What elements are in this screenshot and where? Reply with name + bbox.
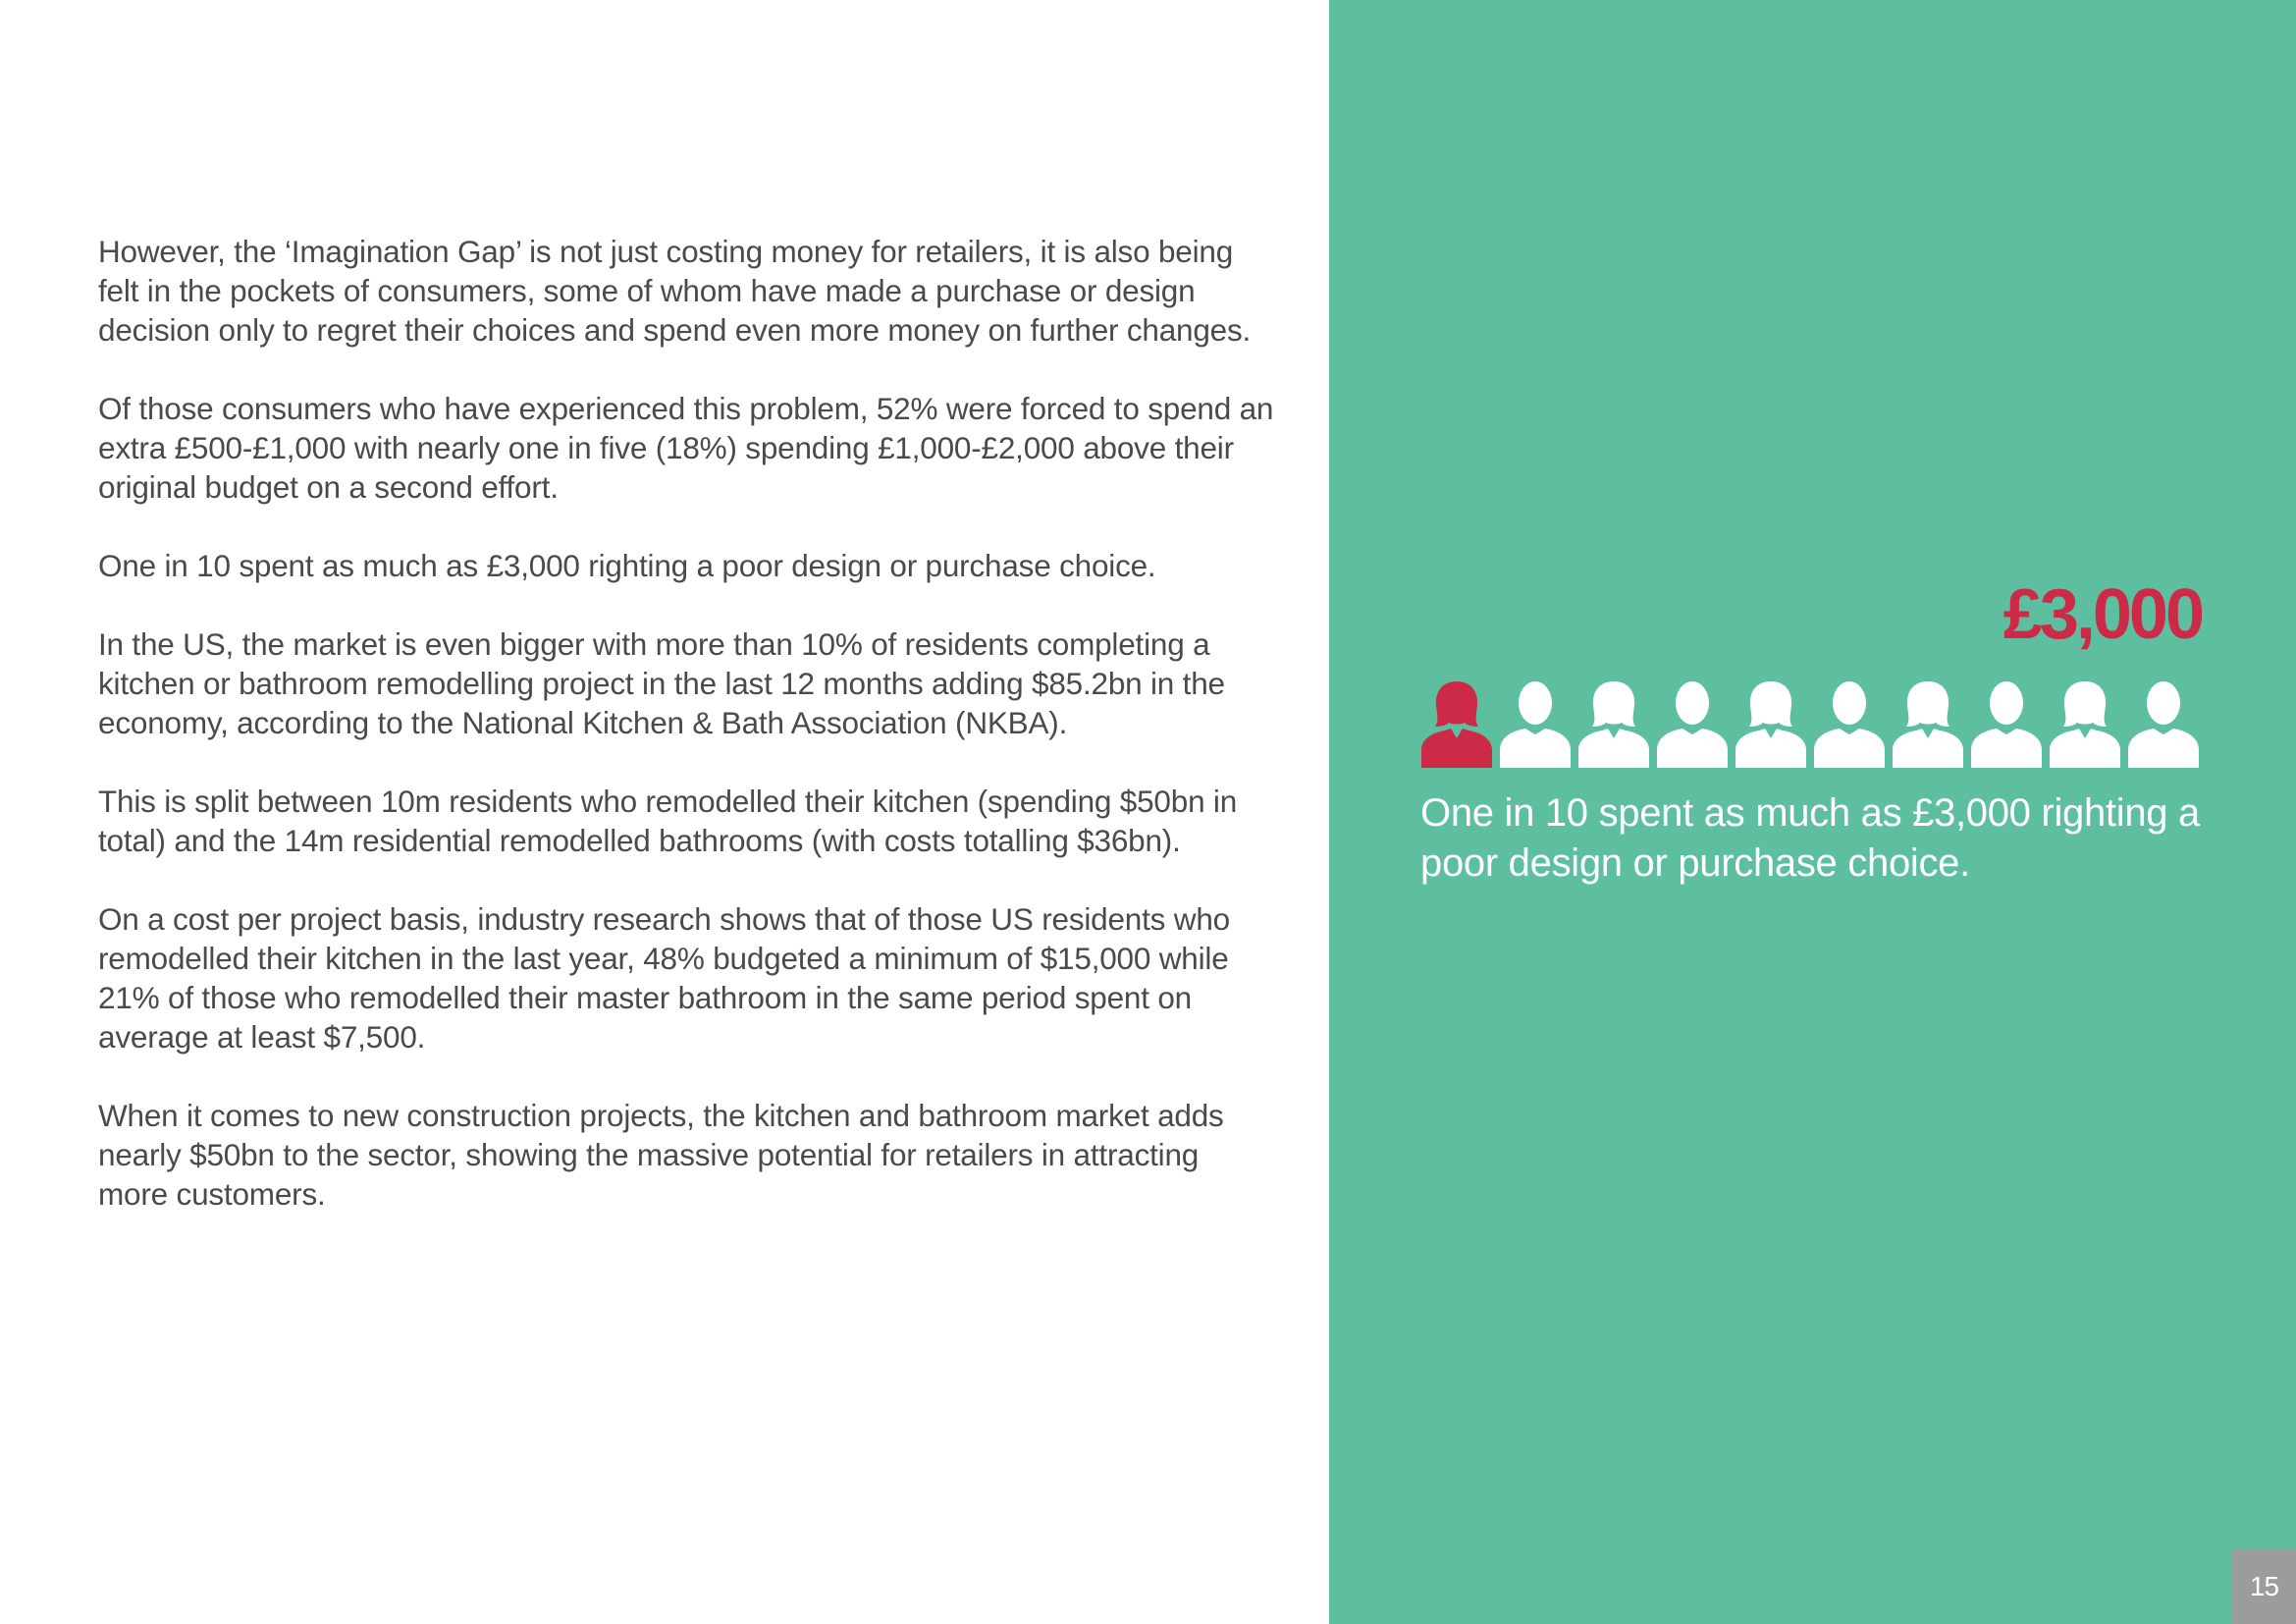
female-person-icon <box>1732 677 1810 768</box>
infographic-caption: One in 10 spent as much as £3,000 righting a poor design or purchase choice. <box>1420 791 2200 885</box>
body-paragraph: On a cost per project basis, industry research shows that of those US residents who remodelled their kitchen in the last year, 48% budgeted a minimum of $15,000 while 21% of those who remodelled their master bathroom in the same period spent on average at least $7,500. <box>98 901 1230 1055</box>
body-paragraph: In the US, the market is even bigger with more than 10% of residents completing a kitchen or bathroom remodelling project in the last 12 months adding $85.2bn in the economy, according to the National Kitchen & Bath Association (NKBA). <box>98 626 1225 740</box>
female-person-icon <box>1889 677 1967 768</box>
body-paragraph: One in 10 spent as much as £3,000 righting a poor design or purchase choice. <box>98 548 1156 583</box>
body-text-column <box>98 232 1276 1253</box>
people-icon-row <box>1417 677 2203 768</box>
male-person-icon <box>1810 677 1889 768</box>
stat-figure: £3,000 <box>2002 575 2202 654</box>
page-number: 15 <box>2232 1549 2296 1624</box>
body-paragraph: However, the ‘Imagination Gap’ is not just costing money for retailers, it is also being felt in the pockets of consumers, some of whom have made a purchase or design decision only to regret their choices and spend even more money on further changes. <box>98 234 1252 348</box>
body-paragraph: This is split between 10m residents who remodelled their kitchen (spending $50bn in total) and the 14m residential remodelled bathrooms (with costs totalling $36bn). <box>98 784 1238 858</box>
male-person-icon <box>1496 677 1575 768</box>
female-person-icon <box>1575 677 1653 768</box>
body-paragraph: When it comes to new construction projects, the kitchen and bathroom market adds nearly $50bn to the sector, showing the massive potential for retailers in attracting more customers. <box>98 1098 1224 1212</box>
female-person-icon <box>2046 677 2124 768</box>
male-person-icon <box>1967 677 2046 768</box>
body-paragraph: Of those consumers who have experienced this problem, 52% were forced to spend an extra £500-£1,000 with nearly one in five (18%) spending £1,000-£2,000 above their original budget on a second effort. <box>98 391 1274 505</box>
infographic-panel <box>1329 0 2296 1624</box>
male-person-icon <box>2124 677 2203 768</box>
male-person-icon <box>1653 677 1732 768</box>
female-person-icon <box>1417 677 1496 768</box>
